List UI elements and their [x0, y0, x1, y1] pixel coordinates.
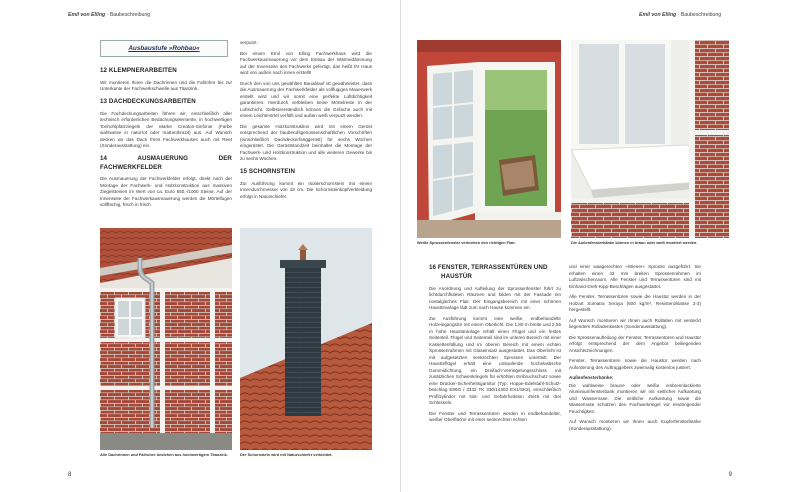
paragraph: Bei einem Emil von Elling Fachwerkhaus wird die Fachwerkausmauerung vor dem Einbau der Wärmedämmung auf der Innenseite des Fachwerks gefertigt, das heißt Ihr Haus wird von außen nach innen erstellt! — [240, 50, 372, 76]
paragraph: Die gesamte Holzkonstruktion wird mit einem Gerüst entsprechend der bauberufsgenossenschaftlichen Vorschriften (einschließlich Dachdeckerfanggerüst) für sechs Wochen eingerüstet. Die Gerüststandzeit beinhaltet die Montage der Fachwerk- und Holzkonstruktion und alle weiteren Gewerke bis zu sechs Wochen. — [240, 123, 372, 162]
paragraph: Auf Wunsch montieren wir Ihnen auch Rolläden mit verdeckt liegendem Rolladenkasten (Sonderausstattung). — [569, 317, 701, 330]
paragraph: Die Anordnung und Aufteilung der Sprossenfenster führt zu lichtdurchfluteten Räumen und bilden mit der Fassade ein nostalgisches Flair. Der Eingangsbereich mit einer schönen Haustüranlage lädt zum nach Hause kommen ein. — [429, 285, 561, 311]
gutter-facade-image — [100, 228, 232, 450]
paragraph: Die Fachdeckungsarbeiten führen wir, einschließlich aller technisch erforderlichen Bedachungselemente, in hochwertigen Tonhohlpfalzziegeln der Marke Creaton-Sinfonie (Farbe wahlweise in naturrot oder mattanthrazit) aus. Auf Wunsch decken wir das Dach Ihres Fachwerkhauses auch mit Reet (Sonderausstattung) ein. — [100, 110, 232, 149]
page-number-right: 9 — [728, 472, 732, 478]
right-col-2 — [569, 264, 701, 436]
paragraph: Zur Ausführung kommt eine weiße, endbehandelte Holzeingangstür mit einem Oberlicht. Die 1,80 m breite und 2,55 m hohe Haustüranlage erhält einen Flügel und ein festes Seitenteil. Flügel und Seitenteil sind im unteren Bereich mit einer Kassettenfüllung und im oberen Bereich mit einem echten Sprossenrahmen mit Glaseinsatz ausgestattet. Das Oberlicht ist mit aufgesetzten senkrechten Sprossen unterteilt. Der Haustürflügel erhält eine umlaufende hochelastische Gummidichtung, ein Dreifach-Verriegelungsschloss mit zusätzlichen Schwenkriegeln für erhöhten Einbruchschutz sowie eine Drücker-Sicherheitsgarnitur (Typ: Hoppe-Edelstahl-Schutz-beschlag E86G / 3332 TK 330/14302 ES1/SK2), einschließlich Profilzylinder mit Not- und Gefahrfunktion 45/45 mit drei Schlüsseln. — [429, 315, 561, 406]
section-heading: 15 SCHORNSTEIN — [240, 167, 296, 175]
paragraph: Alle Fenster, Terrassentüren sowie die Haustür werden in der Holzart Sumatra Seraya (600 kg/m³, Resistenzklasse 2-3) hergestellt. — [569, 294, 701, 313]
paragraph: verputzt. — [240, 40, 258, 45]
section-heading: 16 FENSTER, TERRASSENTÜREN UND — [429, 264, 548, 271]
right-col-1 — [429, 264, 561, 428]
left-col-1 — [100, 40, 232, 213]
page-number-left: 8 — [68, 472, 72, 478]
paragraph: Die Fenster und Terrassentüren werden in endbehandelter, weißer Oberfläche mit einer senkrechten echten — [429, 410, 561, 423]
left-col-2 — [240, 40, 372, 204]
running-header-right: Emil von Elling · Baubeschreibung — [639, 12, 722, 18]
photo-gutter-facade — [100, 228, 232, 450]
window-sill-image — [571, 40, 729, 238]
stage-banner — [100, 40, 228, 57]
paragraph: Wir montieren Ihnen die Dachrinnen und die Fallrohre bis zur Unterkante der Fachwerkschwelle aus Titanzink. — [100, 79, 232, 92]
stage-banner-label: Ausbaustufe »Rohbau« — [128, 44, 200, 52]
subheading: Außenfensterbänke: — [569, 375, 614, 381]
chimney-image — [240, 228, 372, 450]
photo-open-window — [417, 40, 561, 238]
paragraph: Zur Ausführung kommt ein Isolierschornstein mit einem Innendurchmesser von 18 cm. Die Schornsteinkopfverkleidung erfolgt in Naturschiefer. — [240, 180, 372, 199]
photo-window-sill — [571, 40, 729, 238]
section-heading-cont: HAUSTÜR — [441, 272, 472, 280]
paragraph: und einer waagerechten »Wiener« Sprosse ausgeführt. Sie erhalten einen 43 mm breiten Sprossenrahmen im Luftzwischenraum. Alle Fenster und Terrassentüren sind mit Einhand-Dreh-Kipp-Beschlägen ausgestattet. — [569, 264, 701, 289]
paragraph: Die Ausmauerung der Fachwerkfelder erfolgt, direkt nach der Montage der Fachwerk- und Holzkonstruktion aus massiven Ziegelsteinen im Wert von ca. Euro 550,-/1000 Steine. Auf der Innenseite der Fachwerkausmauerung werden die Mörtelfugen vollflächig, frisch in frisch — [100, 176, 232, 208]
paragraph: Durch den von uns gewählten Bauablauf ist gewährleistet, dass die Ausmauerung der Fachwerkfelder als vollfugiges Mauerwerk erstellt wird und wir somit eine perfekte Luftdichtigkeit garantieren. Hierdurch verbleiben keine Mörtelreste in der Luftschicht. Selbstverständlich können die Gefache auch mit einem Leichtmörtel verfüllt und außen weiß verputzt werden. — [240, 80, 372, 119]
caption-photo3: Weiße Sprossenfenster verbreiten den richtigen Flair. — [417, 240, 516, 245]
photo-chimney — [240, 228, 372, 450]
paragraph: Die wahlweise braune oder weiße einbrennlackierte Aluminiumfensterbank montieren wir mit seitlicher Aufkantung und Wassernase. Die seitliche Aufkantung sowie die Wassernase schützen den Fachwerkriegel vor eindringender Feuchtigkeit. — [569, 382, 701, 414]
paragraph: Fenster, Terrassentüren sowie die Haustür werden nach Auforderung des Auftraggebers zweimalig kostenlos justiert. — [569, 358, 701, 370]
paragraph: Auf Wunsch montieren wir Ihnen auch Kupferfensterbänke (Sonderausstattung). — [569, 419, 701, 431]
running-header-left: Emil von Elling · Baubeschreibung — [68, 12, 151, 18]
section-heading: 14 AUSMAUERUNG DER FACHWERKFELDER — [100, 154, 232, 171]
caption-photo2: Der Schornstein wird mit Naturschiefer verkleidet. — [240, 452, 333, 457]
right-page — [400, 0, 800, 492]
section-heading: 13 DACHDECKUNGSARBEITEN — [100, 97, 196, 105]
open-window-image — [417, 40, 561, 238]
caption-photo1: Alle Dachrinnen und Fallrohre bestehen aus hochwertigem Titanzink. — [100, 452, 228, 457]
paragraph: Die Sprossenaufteilung der Fenster, Terrassentüren und Haustür erfolgt entsprechend der dem Angebot beiliegenden Ansichtszeichnungen. — [569, 334, 701, 353]
section-heading: 12 KLEMPNERARBEITEN — [100, 67, 177, 74]
caption-photo4: Die Außenfensterbänke können in braun oder weiß montiert werden. — [571, 240, 698, 245]
